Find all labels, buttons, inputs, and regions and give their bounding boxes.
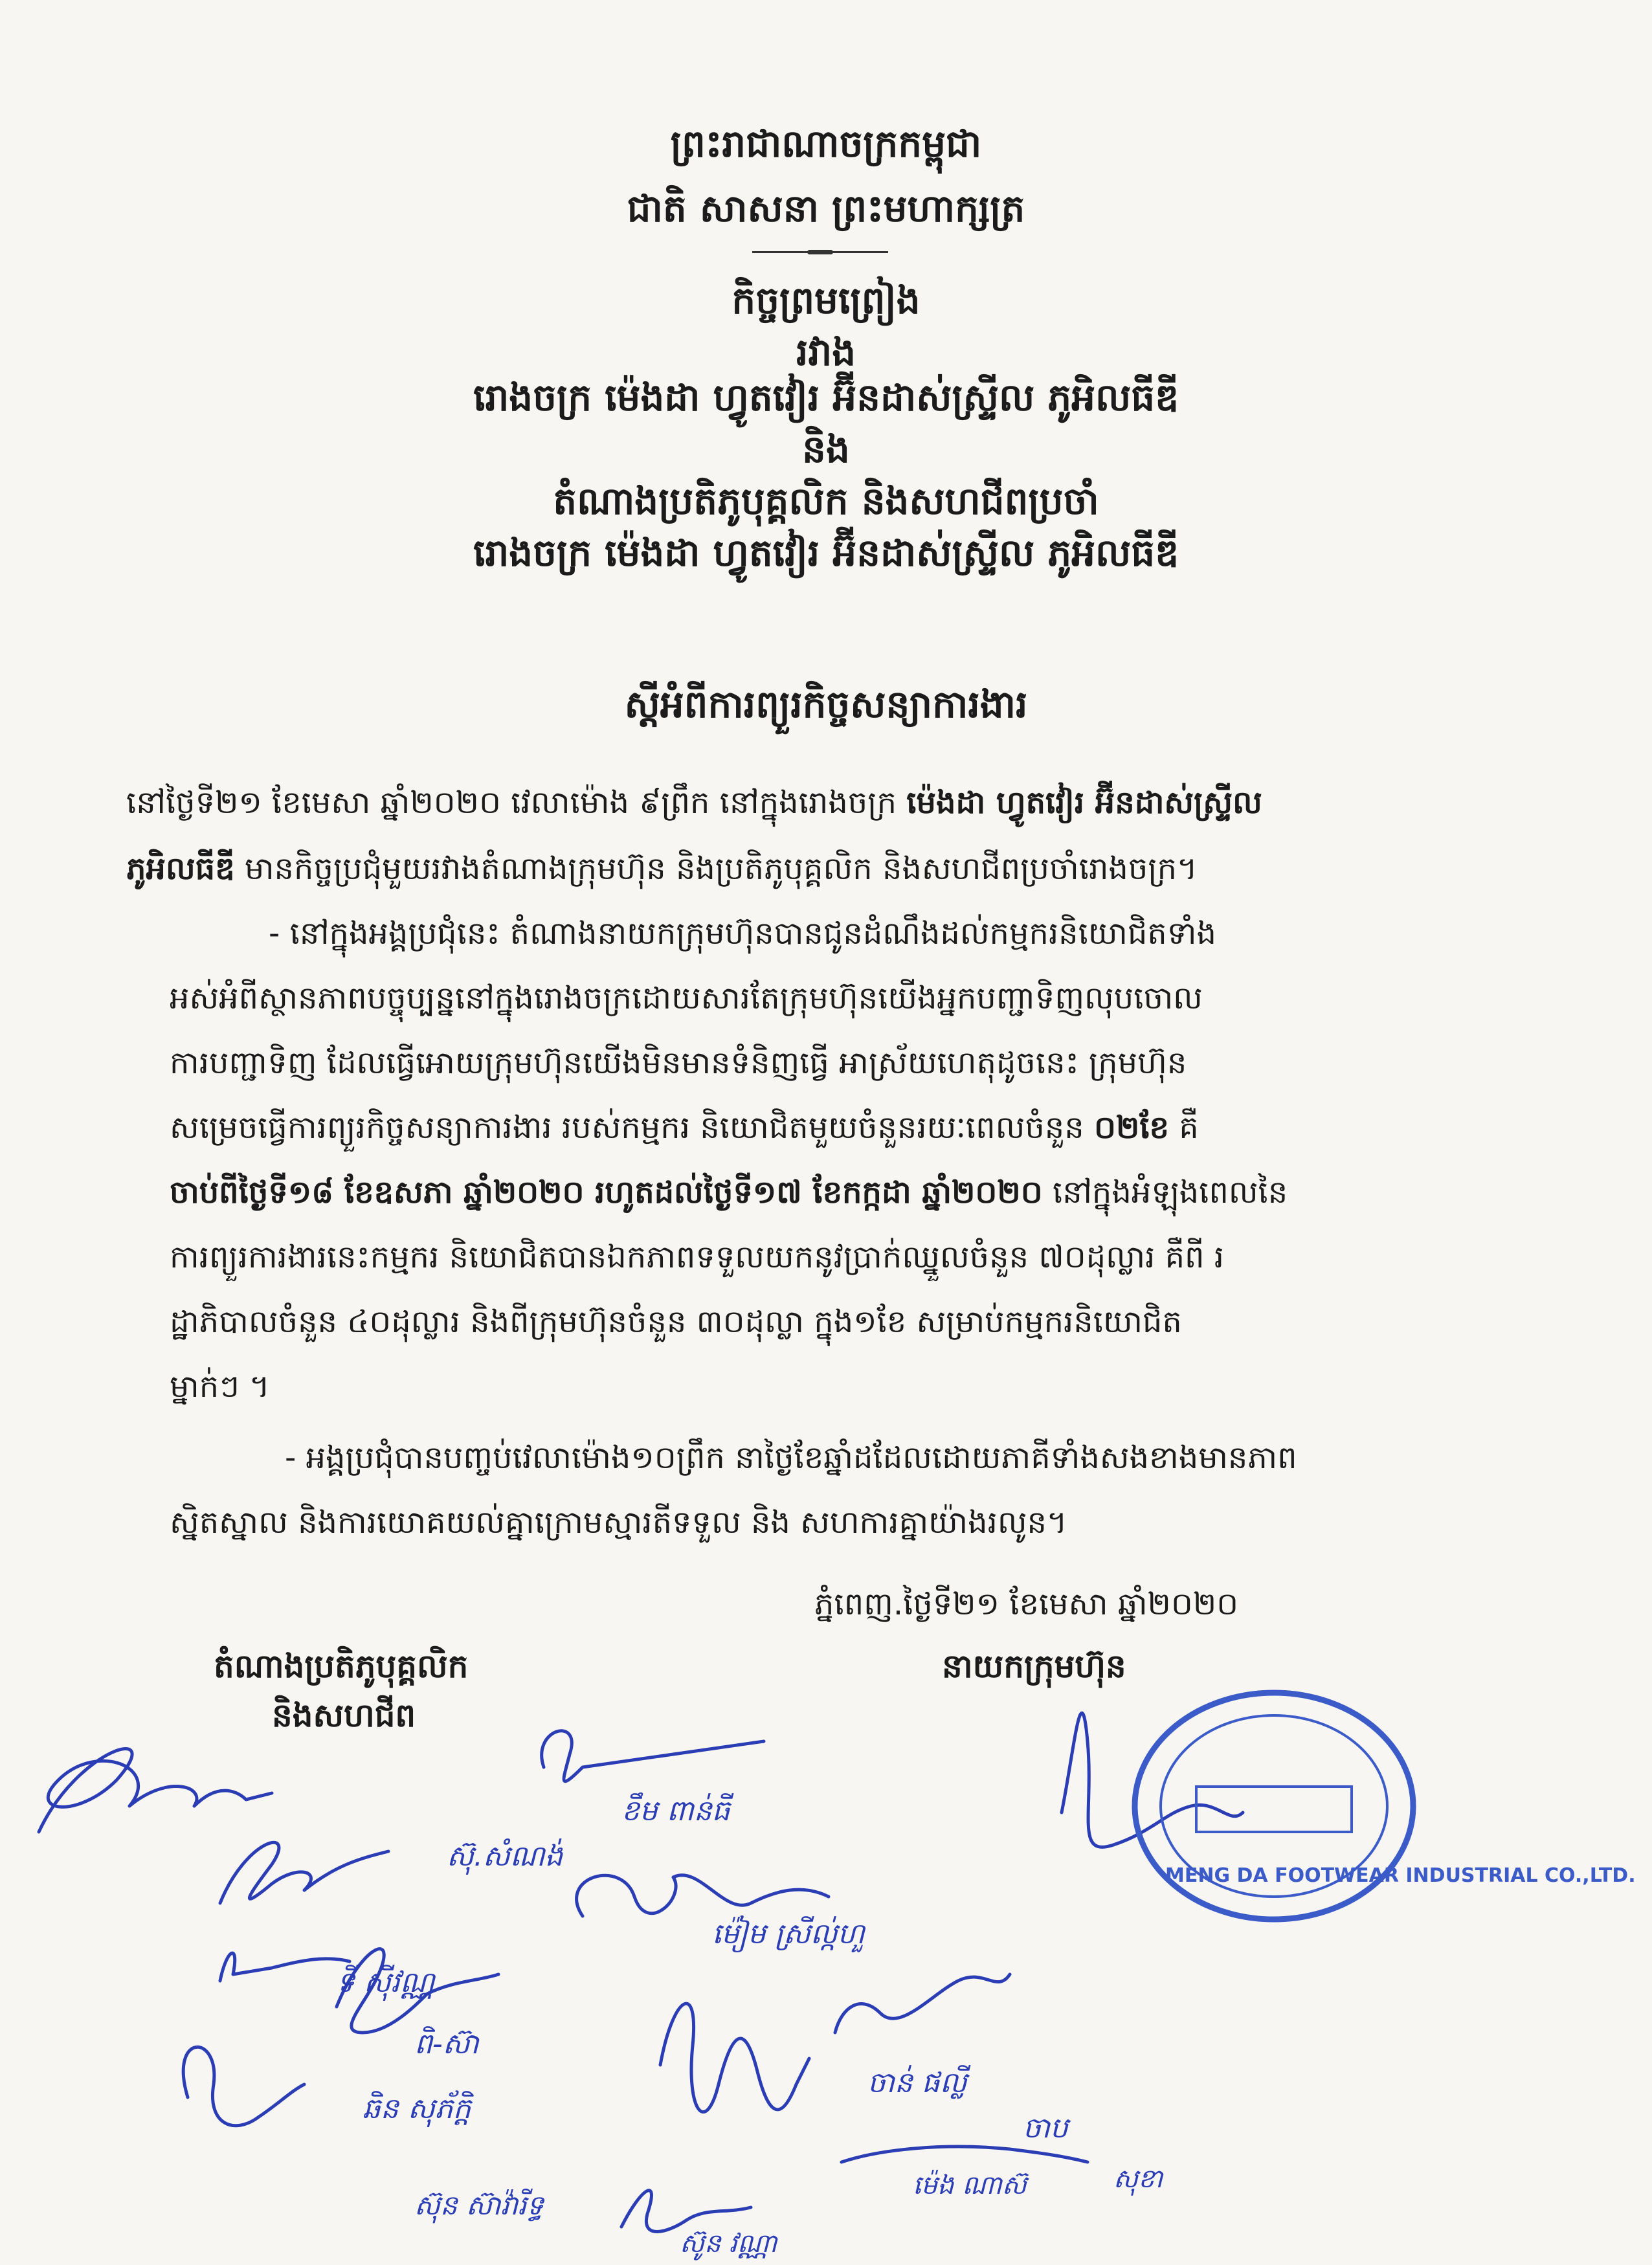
- signature-name-3: ទី ស៊ីវណ្ណ: [337, 1966, 435, 1999]
- signature-name-2: ខឹម ពាន់ធី: [621, 1794, 730, 1827]
- date-range: ចាប់ពីថ្ងៃទី១៨ ខែឧសភា ឆ្នាំ២០២០ រហូតដល់ថ្ងៃទី១៧ ខែកក្កដា ឆ្នាំ២០២០: [170, 1174, 1043, 1211]
- agreement-title: កិច្ចព្រមព្រៀង: [731, 278, 921, 322]
- para-text: គឺ: [1169, 1110, 1199, 1146]
- para1-line5: [170, 1174, 1288, 1212]
- subject-heading: ស្តីអំពីការព្យួរកិច្ចសន្យាការងារ: [624, 682, 1028, 726]
- signature-mark-2: [220, 1842, 388, 1903]
- signature-mark-3: [542, 1731, 764, 1781]
- and-label: និង: [802, 427, 850, 471]
- party-one: រោងចក្រ ម៉េងដា ហ្វូតវៀរ អ៊ីនដាស់ស្ទ្រីល ភូអិលធីឌី: [473, 375, 1179, 419]
- signature-mark-7: [183, 2047, 304, 2125]
- national-motto: ជាតិ សាសនា ព្រះមហាក្សត្រ: [627, 186, 1025, 230]
- signature-name-7: ចាន់ ផល្លី: [867, 2066, 967, 2099]
- company-name: ម៉េងដា ហ្វូតវៀរ អ៊ីនដាស់ស្ទ្រីល: [906, 785, 1262, 821]
- intro-text: នៅថ្ងៃទី២១ ខែមេសា ឆ្នាំ២០២០ វេលាម៉ោង ៩ព្រឹក នៅក្នុងរោងចក្រ: [126, 785, 907, 821]
- para1-line1: - នៅក្នុងអង្គប្រជុំនេះ តំណាងនាយកក្រុមហ៊ុនបានជូនដំណឹងដល់កម្មករនិយោជិតទាំង: [269, 915, 1216, 952]
- header-divider: [752, 251, 888, 253]
- stamp-text: MENG DA FOOTWEAR INDUSTRIAL CO.,LTD.: [1165, 1864, 1636, 1887]
- party-two-line2: រោងចក្រ ម៉េងដា ហ្វូតវៀរ អ៊ីនដាស់ស្ទ្រីល ភូអិលធីឌី: [473, 531, 1179, 575]
- para1-line8: ម្នាក់ៗ ។: [170, 1368, 270, 1405]
- signature-name-10: ស៊ុន ស៊ាវ៉ារីទ្ធ: [414, 2189, 544, 2221]
- signature-name-8: ចាប: [1023, 2112, 1068, 2145]
- intro-text: មានកិច្ចប្រជុំមួយរវាងតំណាងក្រុមហ៊ុន និងប្រតិភូបុគ្គលិក និងសហជីពប្រចាំរោងចក្រ។: [234, 851, 1198, 887]
- para1-line7: ដ្ឋាភិបាលចំនួន ៤០ដុល្លារ និងពីក្រុមហ៊ុនចំនួន ៣០ដុល្លា ក្នុង១ខែ សម្រាប់កម្មករនិយោជិត: [170, 1304, 1182, 1340]
- signature-mark-9: [835, 1974, 1010, 2033]
- para2-line1: - អង្គប្រជុំបានបញ្ចប់វេលាម៉ោង១០ព្រឹក នាថ្ងៃខែឆ្នាំដដែលដោយភាគីទាំងសងខាងមានភាព: [285, 1440, 1297, 1476]
- director-title: នាយកក្រុមហ៊ុន: [942, 1647, 1126, 1685]
- signature-name-6: ឆិន សុភ័ក្តិ: [363, 2092, 471, 2125]
- signature-mark-8: [660, 2003, 809, 2112]
- signature-mark-11: [1062, 1713, 1243, 1847]
- signature-mark-5: [220, 1953, 350, 1981]
- kingdom-heading: ព្រះរាជាណាចក្រកម្ពុជា: [670, 122, 982, 166]
- signature-mark-12: [621, 2191, 751, 2232]
- para1-line3: ការបញ្ជាទិញ ដែលធ្វើអោយក្រុមហ៊ុនយើងមិនមានទំនិញធ្វើ អាស្រ័យហេតុដូចនេះ ក្រុមហ៊ុន: [170, 1045, 1187, 1081]
- para-text: នៅក្នុងអំឡុងពេលនៃ: [1042, 1174, 1288, 1211]
- signature-name-11: ស៊ូន វណ្ណា: [680, 2229, 777, 2259]
- company-suffix: ភូអិលធីឌី: [126, 851, 235, 887]
- signature-name-9: ម៉េង ណាស៊: [913, 2170, 1027, 2200]
- signature-mark-4: [577, 1875, 829, 1916]
- para1-line6: ការព្យួរការងារនេះកម្មករ និយោជិតបានឯកភាពទទួលយកនូវប្រាក់ឈ្នួលចំនួន ៧០ដុល្លារ គឺពី រ: [170, 1239, 1224, 1275]
- place-date-line: ភ្នំពេញ.ថ្ងៃទី២១ ខែមេសា ឆ្នាំ២០២០: [814, 1586, 1239, 1622]
- signatures-scribbles: [0, 1670, 1652, 2263]
- between-label: រវាង: [796, 330, 856, 374]
- intro-line2: [126, 851, 1198, 888]
- signature-mark-1: [39, 1748, 272, 1832]
- duration: ០២ខែ: [1094, 1110, 1170, 1146]
- party-two-line1: តំណាងប្រតិភូបុគ្គលិក និងសហជីពប្រចាំ: [553, 479, 1099, 523]
- intro-line1: [126, 785, 1262, 822]
- signature-name-4: ម៉ៀម ស្រីល្ក់ហួ: [712, 1917, 865, 1950]
- worker-rep-title-line2: និងសហជីព: [272, 1697, 416, 1734]
- para-text: សម្រេចធ្វើការព្យួរកិច្ចសន្យាការងារ របស់កម្មករ និយោជិតមួយចំនួនរយៈពេលចំនួន: [170, 1110, 1094, 1146]
- para1-line4: [170, 1110, 1199, 1147]
- signature-name-1: ស៊ុ.សំណង់: [447, 1840, 563, 1873]
- para2-line2: ស្និតស្នាល និងការយោគយល់គ្នាក្រោមស្មារតីទទួល និង សហការគ្នាយ៉ាងរលូន។: [170, 1504, 1067, 1541]
- signature-name-5: ពិ-ស៊ា: [414, 2027, 479, 2060]
- signature-name-12: សុខា: [1113, 2164, 1163, 2194]
- para1-line2: អស់អំពីស្ថានភាពបច្ចុប្បន្ននៅក្នុងរោងចក្រដោយសារតែក្រុមហ៊ុនយើងអ្នកបញ្ជាទិញលុបចោល: [170, 980, 1203, 1016]
- worker-rep-title-line1: តំណាងប្រតិភូបុគ្គលិក: [214, 1647, 469, 1685]
